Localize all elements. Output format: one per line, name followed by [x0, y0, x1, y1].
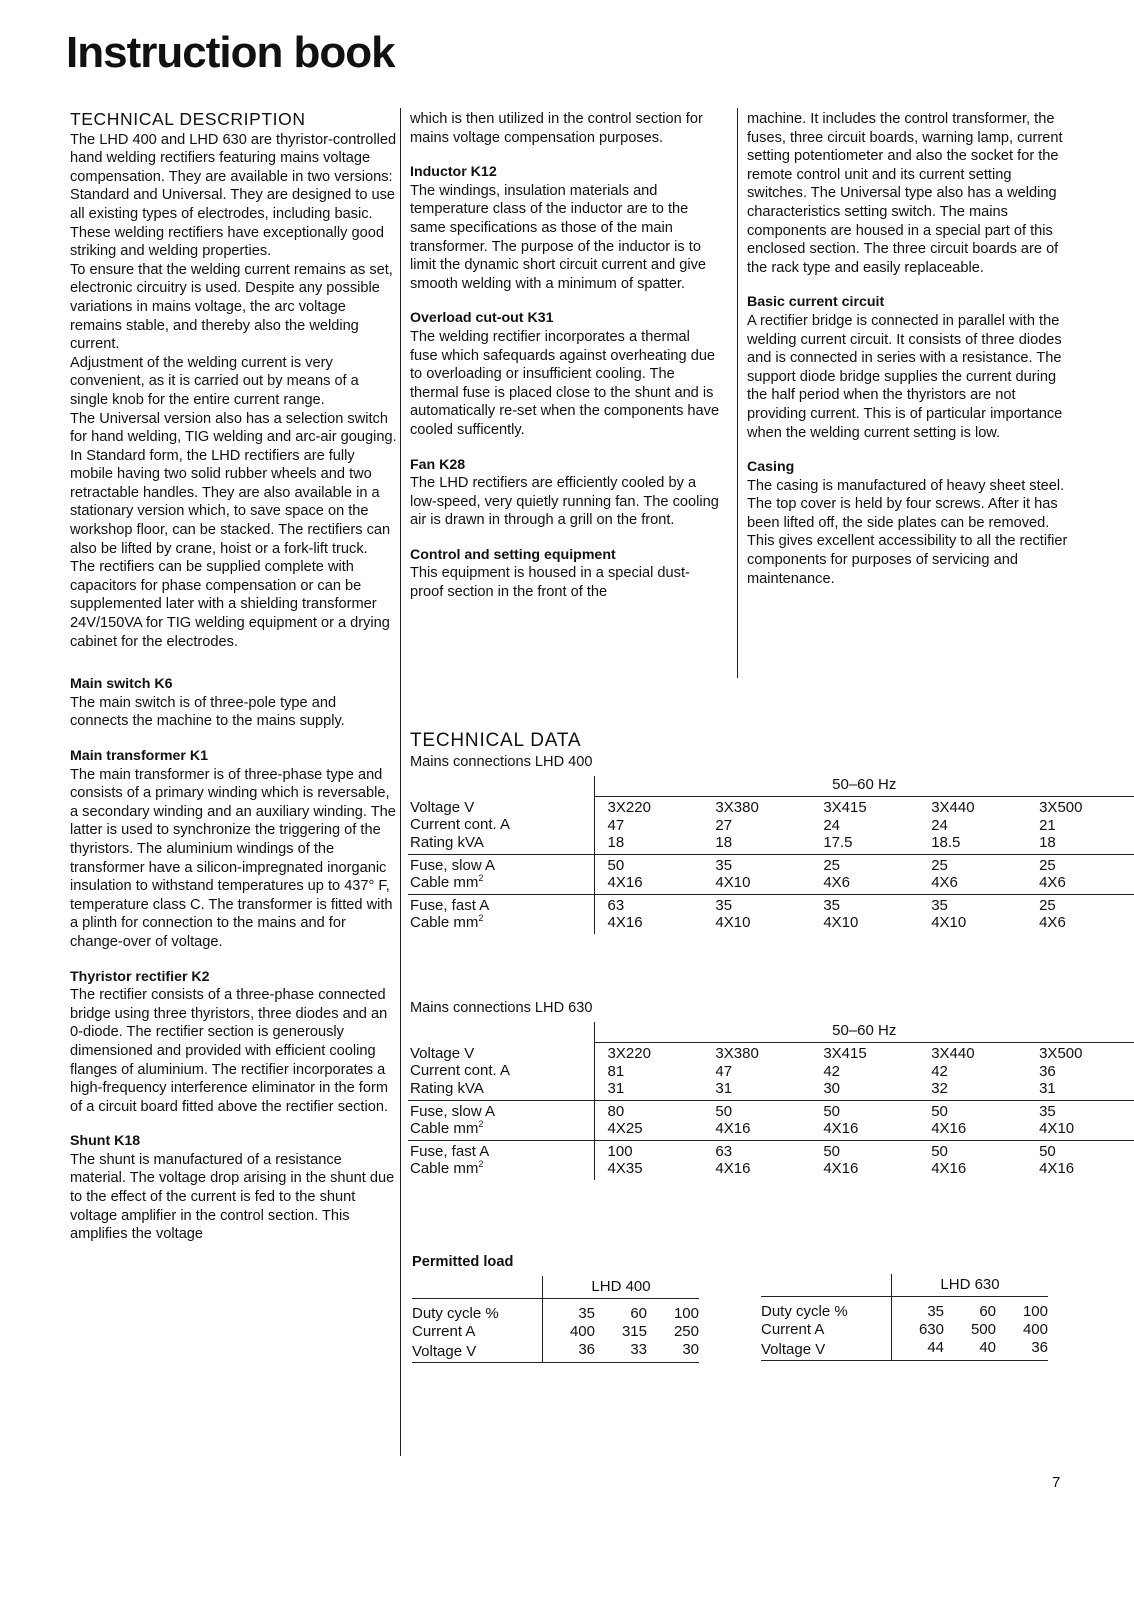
permitted-load-lhd400 — [412, 1276, 699, 1363]
lhd400-mains-cell: 24 — [931, 816, 948, 834]
permitted-lhd400-cell: 33 — [595, 1341, 647, 1363]
permitted-lhd630-cell: 44 — [892, 1339, 945, 1361]
lhd400-mains-cell: 21 — [1039, 816, 1056, 834]
lhd400-mains-cell: 3X220 — [607, 799, 651, 816]
paragraph-control-setting: This equipment is housed in a special dust-proof section in the front of the — [410, 565, 690, 601]
lhd400-mains-cell: 47 — [607, 816, 625, 834]
paragraph-shunt: The shunt is manufactured of a resistance material. The voltage drop arising in the shunt due to the effect of the current is fed to the shunt voltage amplifier in the control section. This amplifies the voltage — [70, 1151, 395, 1243]
lhd400-mains-row-label: Current cont. A — [410, 816, 511, 833]
lhd400-mains-cell: 35 — [715, 856, 733, 874]
heading-inductor: Inductor K12 — [410, 164, 497, 181]
permitted-lhd630-cell: 100 — [1022, 1303, 1048, 1320]
lhd400-mains-cell: 3X440 — [931, 799, 975, 816]
paragraph-overload: The welding rectifier incorporates a thermal fuse which safequards against overheating due to overloading or insufficient cooling. The thermal fuse is placed close to the shunt and is automatically re-set when the components have cooled sufficently. — [410, 328, 720, 438]
paragraph-standard-form: In Standard form, the LHD rectifiers are fully mobile having two solid rubber wheels and two retractable handles. They are also available in a stationary version which, to save space on the workshop floor, can be stacked. The rectifiers can also be lifted by crane, hoist or a fork-lift truck. — [70, 447, 391, 557]
paragraph-main-transformer: The main transformer is of three-phase type and consists of a primary winding which is reversable, a secondary winding and an auxiliary winding. The latter is used to synchronize the triggering of the thyristors. The aluminium windings of the transformer have a silicon-impregnated inorganic insulation to withstand temperatures up to 437° F, temperature class C. The transformer is fitted with a plinth for connection to the mains and for change-over of voltage. — [70, 766, 396, 950]
lhd630-mains-cell: 81 — [607, 1062, 625, 1080]
column-divider-left — [400, 108, 401, 1456]
lhd630-mains-cell: 3X220 — [607, 1045, 651, 1062]
permitted-lhd630-model: LHD 630 — [892, 1274, 1049, 1297]
lhd630-mains-row-label: Fuse, fast A — [410, 1142, 490, 1160]
page-number: 7 — [1052, 1474, 1061, 1491]
lhd400-mains-cell: 35 — [931, 896, 948, 914]
lhd400-mains-cell: 25 — [823, 856, 840, 874]
permitted-lhd630-row-label: Duty cycle % — [761, 1303, 892, 1321]
lhd630-mains-cell: 31 — [1039, 1080, 1056, 1097]
paragraph-accessories: The rectifiers can be supplied complete with capacitors for phase compensation or can be supplemented later with a shielding transformer 24V/150VA for TIG welding equipment or a drying cabinet for the electrodes. — [70, 559, 390, 650]
lhd630-mains-row-label: Current cont. A — [410, 1062, 511, 1079]
lhd630-mains-cell: 35 — [1039, 1102, 1056, 1120]
lhd400-mains-row-label: Rating kVA — [410, 833, 484, 851]
lhd400-mains-cell: 17.5 — [823, 834, 853, 851]
permitted-lhd630-cell: 40 — [944, 1339, 996, 1361]
lhd630-mains-cell: 4X16 — [1039, 1160, 1075, 1177]
lhd630-mains-cell: 47 — [715, 1062, 733, 1080]
lhd630-mains-cell: 4X10 — [1039, 1120, 1075, 1137]
permitted-lhd400-cell: 400 — [569, 1323, 595, 1340]
paragraph-machine-continued: machine. It includes the control transformer, the fuses, three circuit boards, warning lamp, current setting potentiometer and also the socket for the remote control unit and its current setting switches. The Universal type also has a welding characteristics setting switch. The mains components are housed in a special part of this enclosed section. The three circuit boards are of the rack type and easily replaceable. — [747, 111, 1063, 276]
lhd400-mains-cell: 25 — [1039, 856, 1056, 874]
lhd630-mains-cell: 4X16 — [715, 1160, 751, 1177]
lhd400-mains-cell: 4X6 — [931, 874, 958, 891]
page-title: Instruction book — [66, 28, 395, 77]
lhd400-mains-cell: 25 — [931, 856, 948, 874]
permitted-lhd400-row-label: Duty cycle % — [412, 1305, 543, 1323]
permitted-lhd400-cell: 100 — [673, 1305, 699, 1322]
lhd630-mains-frequency: 50–60 Hz — [594, 1022, 1134, 1043]
lhd630-mains-cell: 4X16 — [931, 1120, 967, 1137]
lhd400-mains-cell: 18 — [715, 834, 733, 851]
lhd400-mains-cell: 63 — [607, 896, 625, 914]
column-right — [747, 110, 1075, 588]
heading-thyristor-rectifier: Thyristor rectifier K2 — [70, 968, 210, 985]
paragraph-universal: The Universal version also has a selection switch for hand welding, TIG welding and arc-air gouging. — [70, 410, 397, 446]
lhd400-mains-cell: 35 — [715, 896, 733, 914]
heading-casing: Casing — [747, 459, 795, 476]
column-divider-right — [737, 108, 738, 678]
permitted-lhd400-cell: 60 — [630, 1305, 647, 1322]
paragraph-casing: The casing is manufactured of heavy sheet steel. The top cover is held by four screws. After it has been lifted off, the side plates can be removed. This gives excellent accessibility to all the rectifier components for purposes of servicing and maintenance. — [747, 477, 1068, 587]
permitted-lhd630-cell: 630 — [918, 1321, 944, 1338]
lhd400-mains-cell: 4X10 — [715, 874, 751, 891]
lhd630-mains-cell: 3X415 — [823, 1045, 867, 1062]
lhd630-mains-row-label: Cable mm — [410, 1120, 479, 1137]
lhd630-mains-row-label: Rating kVA — [410, 1079, 484, 1097]
lhd400-mains-title: Mains connections LHD 400 — [410, 754, 593, 770]
lhd400-mains-cell: 24 — [823, 816, 840, 834]
lhd400-mains-cell: 27 — [715, 816, 733, 834]
lhd630-mains-cell: 100 — [607, 1142, 633, 1160]
lhd400-mains-cell: 18 — [1039, 834, 1056, 851]
lhd400-mains-row-label: Fuse, slow A — [410, 856, 496, 874]
permitted-lhd400-model: LHD 400 — [543, 1276, 700, 1299]
paragraph-thyristor-rectifier: The rectifier consists of a three-phase connected bridge using three thyristors, three diodes and an 0-diode. The rectifier section is generously dimensioned and provided with efficient cooling flanges of aluminium. The rectifier incorporates a high-frequency interference eliminator in the form of a circuit board fitted above the rectifier section. — [70, 987, 388, 1115]
paragraph-fan: The LHD rectifiers are efficiently cooled by a low-speed, very quietly running fan. The cooling air is drawn in through a grill on the front. — [410, 475, 719, 529]
lhd400-mains-cell: 4X10 — [931, 914, 967, 931]
paragraph-inductor: The windings, insulation materials and temperature class of the inductor are to the same specifications as those of the main transformer. The purpose of the inductor is to limit the dynamic short circuit current and give smooth welding with a minimum of spatter. — [410, 182, 707, 292]
lhd400-mains-cell: 4X16 — [607, 914, 643, 931]
lhd630-mains-cell: 4X16 — [823, 1120, 859, 1137]
paragraph-main-switch: The main switch is of three-pole type and connects the machine to the mains supply. — [70, 694, 345, 730]
permitted-lhd630-row-label: Voltage V — [761, 1339, 892, 1361]
column-middle — [410, 110, 720, 602]
lhd400-mains-cell: 18 — [607, 834, 625, 851]
heading-control-setting: Control and setting equipment — [410, 546, 616, 563]
lhd400-mains-cell: 4X6 — [823, 874, 851, 891]
lhd630-mains-cell: 31 — [607, 1080, 625, 1097]
lhd400-mains-cell: 3X380 — [715, 799, 759, 816]
lhd400-mains-cell: 50 — [607, 856, 625, 874]
lhd400-mains-cell: 4X16 — [607, 874, 643, 891]
paragraph-adjustment: Adjustment of the welding current is very convenient, as it is carried out by means of a single knob for the entire current range. — [70, 354, 359, 408]
heading-main-transformer: Main transformer K1 — [70, 748, 208, 764]
permitted-lhd400-cell: 30 — [647, 1341, 699, 1363]
lhd630-mains-table: 50–60 Hz Voltage V Current cont. A Rating kVA 3X220 81 31 3X380 47 31 3X415 42 30 3X440 42 32 3X500 36 31 Fuse, slow A Cable $mm^2$ 80 4X25 50 4X16 50 4X16 50 4X16 35 4X10 Fuse, fast A Cable $mm^2$ 100 4X35 63 4X16 50 4X16 50 4X16 50 4X16 — [408, 1022, 1134, 1180]
lhd630-mains-cell: 4X16 — [931, 1160, 967, 1177]
lhd630-mains-cell: 50 — [1039, 1142, 1056, 1160]
heading-basic-current: Basic current circuit — [747, 294, 885, 311]
lhd630-mains-cell: 4X25 — [607, 1120, 643, 1137]
lhd630-mains-cell: 80 — [607, 1102, 625, 1120]
lhd400-mains-cell: 4X10 — [715, 914, 751, 931]
lhd630-mains-cell: 4X35 — [607, 1160, 643, 1177]
paragraph-control-continued: which is then utilized in the control section for mains voltage compensation purposes. — [410, 111, 703, 146]
permitted-lhd630-cell: 500 — [970, 1321, 996, 1338]
lhd400-mains-cell: 25 — [1039, 896, 1056, 914]
lhd400-mains-cell: 35 — [823, 896, 840, 914]
permitted-lhd400-cell: 36 — [543, 1341, 596, 1363]
lhd630-mains-cell: 3X380 — [715, 1045, 759, 1062]
permitted-lhd630-cell: 36 — [996, 1339, 1048, 1361]
lhd630-mains-row-label: Fuse, slow A — [410, 1102, 496, 1120]
lhd630-mains-cell: 3X500 — [1039, 1045, 1083, 1062]
lhd400-mains-frequency: 50–60 Hz — [594, 776, 1134, 797]
permitted-lhd400-cell: 315 — [621, 1323, 647, 1340]
lhd630-mains-cell: 4X16 — [823, 1160, 859, 1177]
permitted-lhd630-cell: 35 — [927, 1303, 944, 1320]
permitted-load-lhd630 — [761, 1274, 1048, 1361]
lhd630-mains-cell: 50 — [823, 1102, 840, 1120]
lhd630-mains-row-label: Voltage V — [410, 1044, 475, 1062]
column-left — [70, 110, 398, 1244]
heading-shunt: Shunt K18 — [70, 1133, 141, 1150]
heading-fan: Fan K28 — [410, 456, 466, 473]
paragraph-intro: The LHD 400 and LHD 630 are thyristor-controlled hand welding rectifiers featuring mains voltage compensation. They are available in two versions: Standard and Universal. They are designed to use all existing types of electrodes, including basic. These welding rectifiers have exceptionally good striking and welding properties. — [70, 131, 397, 260]
permitted-lhd400-cell: 35 — [578, 1305, 595, 1322]
lhd630-mains-cell: 50 — [931, 1102, 948, 1120]
lhd400-mains-row-label: Voltage V — [410, 798, 475, 816]
lhd400-mains-cell: 3X415 — [823, 799, 867, 816]
lhd630-mains-cell: 63 — [715, 1142, 733, 1160]
lhd400-mains-row-label: Cable mm — [410, 914, 479, 931]
section-heading-technical-description: TECHNICAL DESCRIPTION — [70, 109, 306, 129]
permitted-lhd400-row-label: Voltage V — [412, 1341, 543, 1363]
paragraph-basic-current: A rectifier bridge is connected in parallel with the welding current circuit. It consists of three diodes and is connected in series with a resistance. The support diode bridge supplies the current during the half period when the thyristors are not providing current. This is of particular importance when the welding current setting is low. — [747, 312, 1063, 441]
lhd400-mains-cell: 18.5 — [931, 834, 961, 851]
lhd630-mains-cell: 32 — [931, 1080, 948, 1097]
lhd630-mains-cell: 42 — [931, 1062, 948, 1080]
permitted-lhd400-row-label: Current A — [412, 1323, 543, 1341]
lhd630-mains-row-label: Cable mm — [410, 1160, 479, 1177]
heading-overload: Overload cut-out K31 — [410, 310, 554, 327]
technical-data-heading: TECHNICAL DATA — [410, 730, 582, 751]
permitted-lhd630-cell: 60 — [979, 1303, 996, 1320]
lhd630-mains-cell: 50 — [823, 1142, 840, 1160]
lhd630-mains-cell: 3X440 — [931, 1045, 975, 1062]
lhd400-mains-cell: 4X6 — [1039, 914, 1066, 931]
lhd630-mains-title: Mains connections LHD 630 — [410, 1000, 593, 1016]
permitted-lhd630-cell: 400 — [1022, 1321, 1048, 1338]
lhd400-mains-cell: 4X10 — [823, 914, 859, 931]
heading-main-switch: Main switch K6 — [70, 676, 173, 693]
lhd630-mains-cell: 50 — [715, 1102, 733, 1120]
lhd400-mains-table: 50–60 Hz Voltage V Current cont. A Rating kVA 3X220 47 18 3X380 27 18 3X415 24 17.5 3X440 24 18.5 3X500 21 18 Fuse, slow A Cable $mm^2$ 50 4X16 35 4X10 25 4X6 25 4X6 25 4X6 Fuse, fast A Cable $mm^2$ 63 4X16 35 4X10 35 4X10 35 4X10 25 4X6 — [408, 776, 1134, 934]
lhd630-mains-cell: 31 — [715, 1080, 733, 1097]
lhd400-mains-row-label: Cable mm — [410, 874, 479, 891]
permitted-load-title: Permitted load — [412, 1254, 514, 1270]
paragraph-current-stability: To ensure that the welding current remains as set, electronic circuitry is used. Despite any possible variations in mains voltage, the arc voltage remains stable, and thereby also the welding current. — [70, 261, 393, 353]
lhd400-mains-cell: 3X500 — [1039, 799, 1083, 816]
permitted-lhd400-cell: 250 — [673, 1323, 699, 1340]
permitted-lhd630-row-label: Current A — [761, 1321, 892, 1339]
lhd630-mains-cell: 36 — [1039, 1062, 1056, 1080]
lhd630-mains-cell: 42 — [823, 1062, 840, 1080]
lhd400-mains-cell: 4X6 — [1039, 874, 1066, 891]
lhd630-mains-cell: 50 — [931, 1142, 948, 1160]
lhd400-mains-row-label: Fuse, fast A — [410, 896, 490, 914]
lhd630-mains-cell: 30 — [823, 1080, 840, 1097]
lhd630-mains-cell: 4X16 — [715, 1120, 751, 1137]
